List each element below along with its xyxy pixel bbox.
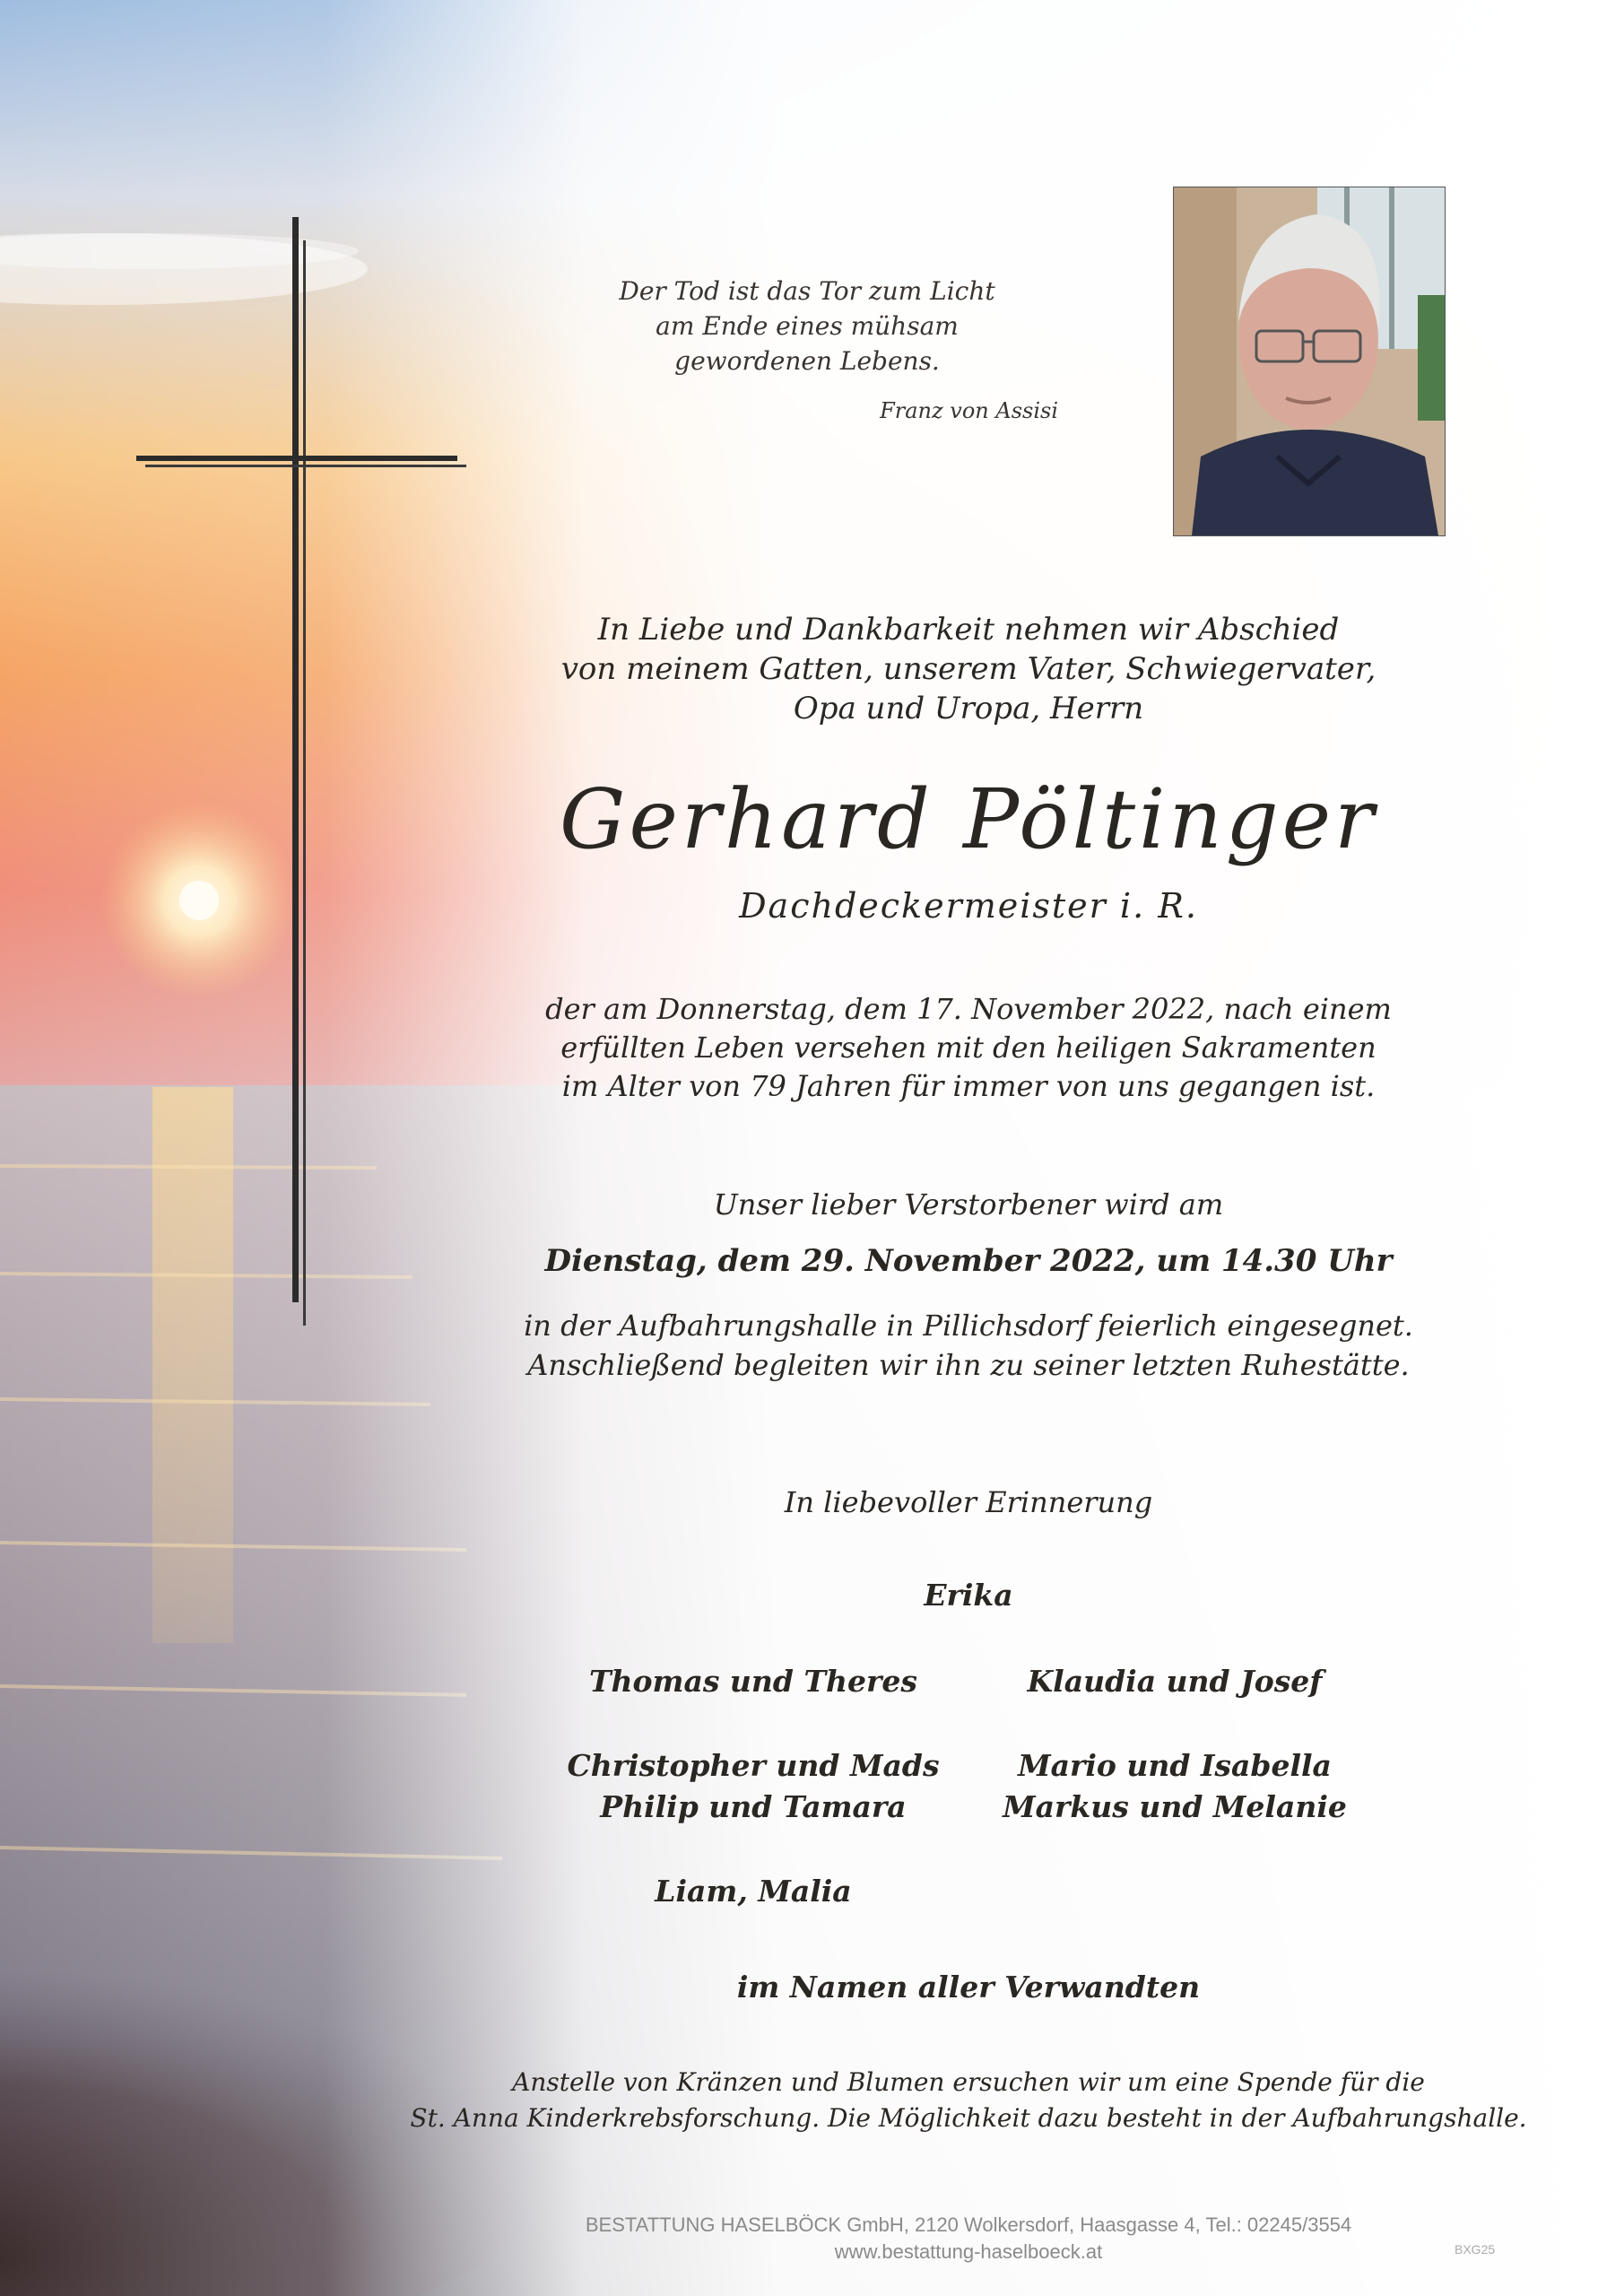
portrait-photo — [1173, 187, 1446, 536]
mourner-grandchildren-left — [538, 1745, 968, 1828]
funeral-place-line: Anschließend begleiten wir ihn zu seiner letzten Ruhestätte. — [527, 1348, 1410, 1382]
deceased-profession: Dachdeckermeister i. R. — [739, 886, 1198, 926]
funeral-place-line: in der Aufbahrungshalle in Pillichsdorf feierlich eingesegnet. — [524, 1309, 1413, 1343]
farewell-intro — [502, 610, 1435, 728]
donation-line: Anstelle von Kränzen und Blumen ersuchen wir um eine Spende für die — [512, 2067, 1425, 2097]
funeral-intro: Unser lieber Verstorbener wird am — [713, 1187, 1224, 1222]
deceased-name: Gerhard Pöltinger — [559, 771, 1378, 867]
mourner-line: Christopher und Mads — [567, 1748, 940, 1783]
death-notice-line: der am Donnerstag, dem 17. November 2022, nach einem — [545, 992, 1392, 1026]
quote-author: Franz von Assisi — [880, 398, 1058, 423]
intro-line: Opa und Uropa, Herrn — [793, 691, 1144, 726]
cross-vertical-beam — [292, 217, 299, 1302]
memory-heading: In liebevoller Erinnerung — [784, 1485, 1153, 1519]
donation-note — [359, 2065, 1578, 2136]
mourner-spouse: Erika — [924, 1578, 1013, 1613]
mourner-great-grandchildren: Liam, Malia — [655, 1874, 852, 1909]
quote — [574, 274, 1040, 378]
death-notice-line: erfüllten Leben versehen mit den heiligen Sakramenten — [560, 1031, 1376, 1065]
death-notice-line: im Alter von 79 Jahren für immer von uns gegangen ist. — [561, 1069, 1376, 1103]
mourner-line: Philip und Tamara — [600, 1789, 907, 1824]
cross-horizontal-beam-shadow — [145, 465, 466, 467]
quote-line: gewordenen Lebens. — [674, 346, 940, 376]
mourner-line: Mario und Isabella — [1018, 1748, 1332, 1783]
intro-line: von meinem Gatten, unserem Vater, Schwiegervater, — [560, 651, 1376, 687]
cross-horizontal-beam — [136, 456, 457, 461]
mourner-behalf: im Namen aller Verwandten — [736, 1970, 1201, 2005]
intro-line: In Liebe und Dankbarkeit nehmen wir Abschied — [597, 612, 1340, 648]
cross-vertical-beam-shadow — [303, 240, 306, 1326]
quote-line: am Ende eines mühsam — [656, 311, 959, 341]
funeral-date: Dienstag, dem 29. November 2022, um 14.30 Uhr — [544, 1243, 1393, 1279]
mourner-children-right: Klaudia und Josef — [1027, 1664, 1323, 1699]
footer-company: BESTATTUNG HASELBÖCK GmbH, 2120 Wolkersdorf, Haasgasse 4, Tel.: 02245/3554 — [585, 2213, 1352, 2236]
quote-line: Der Tod ist das Tor zum Licht — [619, 276, 995, 306]
document-code: BXG25 — [1455, 2242, 1496, 2257]
donation-line: St. Anna Kinderkrebsforschung. Die Möglichkeit dazu besteht in der Aufbahrungshalle. — [410, 2103, 1527, 2133]
mourner-line: Markus und Melanie — [1003, 1789, 1347, 1824]
portrait-illustration — [1174, 187, 1445, 535]
funeral-place — [466, 1306, 1471, 1385]
footer-website[interactable]: www.bestattung-haselboeck.at — [834, 2240, 1103, 2263]
footer — [502, 2212, 1435, 2266]
death-notice — [484, 990, 1453, 1106]
mourner-grandchildren-right — [960, 1745, 1390, 1828]
mourner-children-left: Thomas und Theres — [589, 1664, 917, 1699]
